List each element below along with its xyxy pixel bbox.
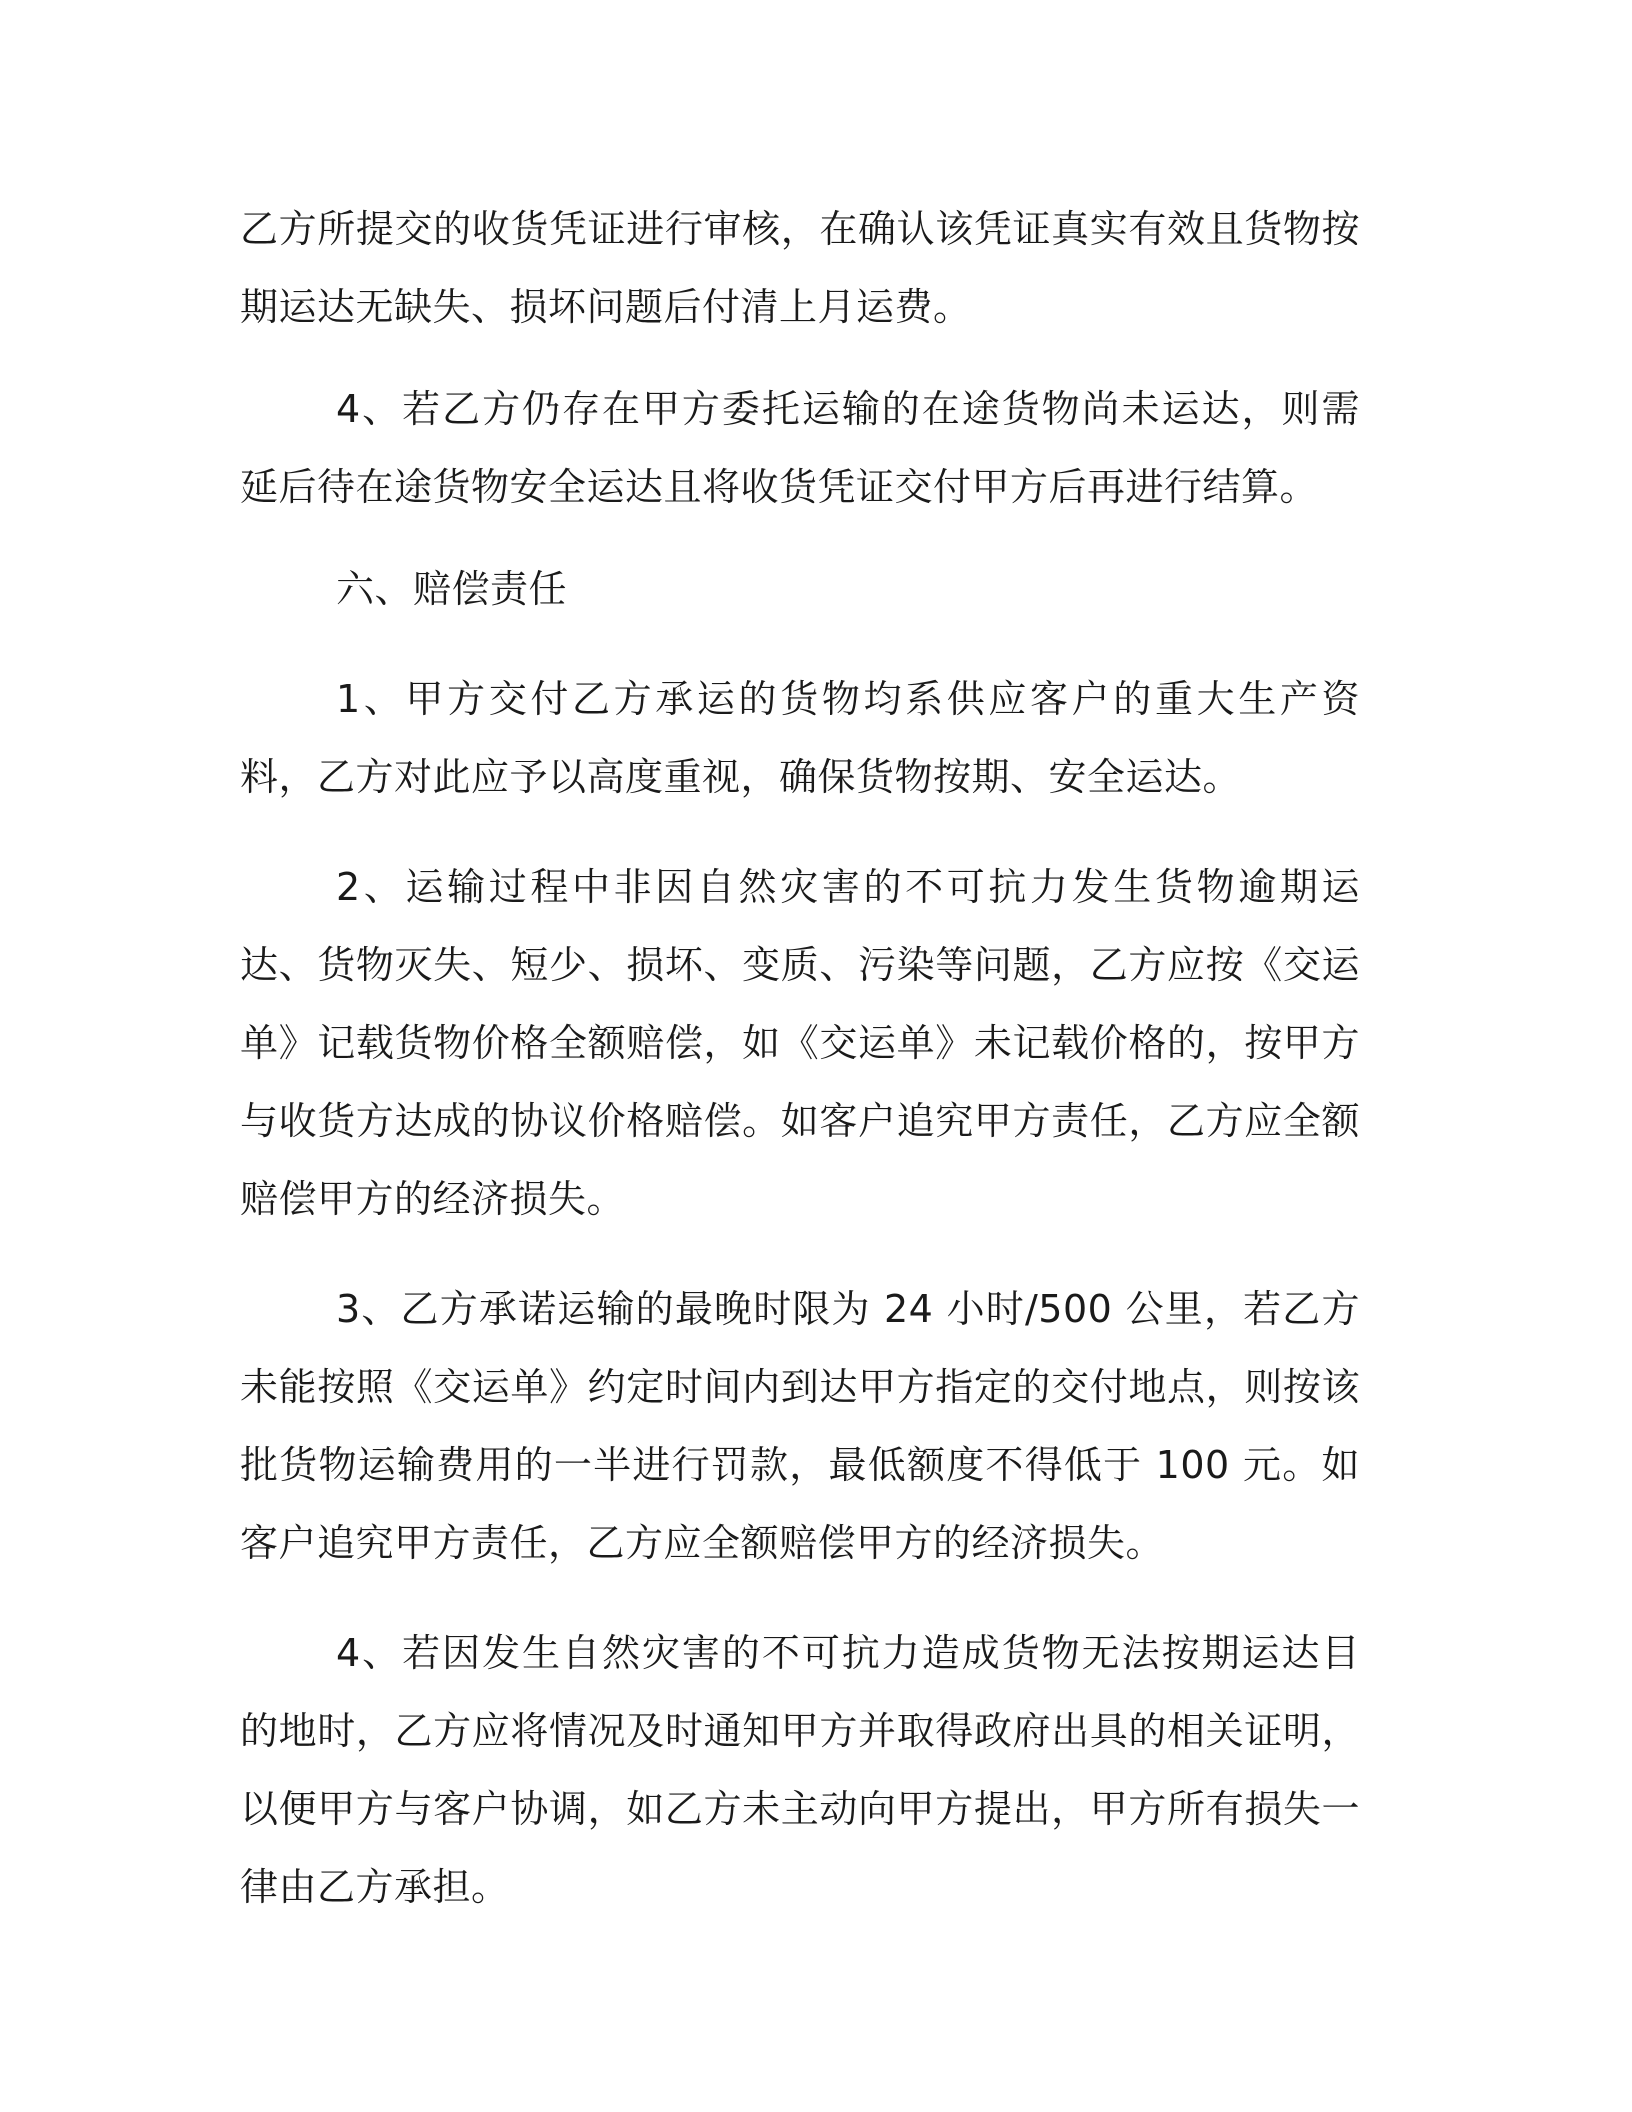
paragraph-clause-6-1: 1、甲方交付乙方承运的货物均系供应客户的重大生产资料，乙方对此应予以高度重视，确保货物按期、安全运达。 [240,677,1360,799]
document-page [240,190,1360,1926]
section-heading-compensation: 六、赔偿责任 [336,567,568,611]
paragraph-clause-5-4: 4、若乙方仍存在甲方委托运输的在途货物尚未运达，则需延后待在途货物安全运达且将收货凭证交付甲方后再进行结算。 [240,387,1360,509]
paragraph-clause-6-3: 3、乙方承诺运输的最晚时限为 24 小时/500 公里，若乙方未能按照《交运单》约定时间内到达甲方指定的交付地点，则按该批货物运输费用的一半进行罚款，最低额度不得低于 100 元。如客户追究甲方责任，乙方应全额赔偿甲方的经济损失。 [240,1287,1360,1565]
paragraph-clause-6-2: 2、运输过程中非因自然灾害的不可抗力发生货物逾期运达、货物灭失、短少、损坏、变质、污染等问题，乙方应按《交运单》记载货物价格全额赔偿，如《交运单》未记载价格的，按甲方与收货方达成的协议价格赔偿。如客户追究甲方责任，乙方应全额赔偿甲方的经济损失。 [240,865,1360,1221]
paragraph-clause-6-4: 4、若因发生自然灾害的不可抗力造成货物无法按期运达目的地时，乙方应将情况及时通知甲方并取得政府出具的相关证明，以便甲方与客户协调，如乙方未主动向甲方提出，甲方所有损失一律由乙方承担。 [240,1631,1360,1909]
paragraph-continuation: 乙方所提交的收货凭证进行审核，在确认该凭证真实有效且货物按期运达无缺失、损坏问题后付清上月运费。 [240,207,1360,329]
